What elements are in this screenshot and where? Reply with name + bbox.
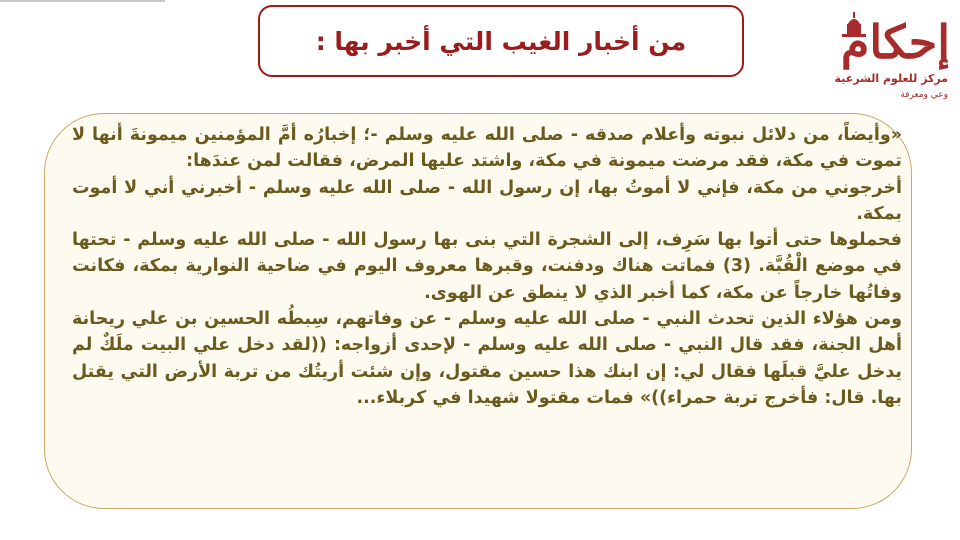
slide-title: من أخبار الغيب التي أخبر بها :	[315, 26, 687, 56]
logo-wordmark: إحكام	[840, 15, 950, 69]
top-divider-line	[0, 0, 165, 2]
logo-tagline: مركز للعلوم الشرعية	[834, 72, 948, 85]
logo-subtagline: وعي ومعرفة	[900, 90, 948, 100]
paragraph: «وأيضاً، من دلائل نبوته وأعلام صدقه - صلى الله عليه وسلم -؛ إخبارُه أمَّ المؤمنين ميمونةَ أنها لا تموت في مكة، فقد مرضت ميمونة في مكة، واشتد عليها المرض، فقالت لمن عندَها:	[72, 125, 902, 172]
paragraph: أخرجوني من مكة، فإني لا أموتُ بها، إن رسول الله - صلى الله عليه وسلم - أخبرني أني لا أموت بمكة.	[72, 177, 902, 224]
content-text	[72, 122, 902, 411]
logo	[836, 4, 954, 108]
title-banner	[258, 5, 744, 77]
paragraph: ومن هؤلاء الذين تحدث النبي - صلى الله عليه وسلم - عن وفاتهم، سِبطُه الحسين بن علي ريحانة أهل الجنة، فقد قال النبي - صلى الله عليه وسلم - لإحدى أزواجه: ((لقد دخل علي البيت ملَكٌ لم يدخل عليَّ قبلَها فقال لي: إن ابنك هذا حسين مقتول، وإن شئت أريتُك من تربة الأرض التي يقتل بها. قال: فأخرج تربة حمراء))» فمات مقتولا شهيدا في كربلاء...	[72, 309, 902, 408]
paragraph: فحملوها حتى أتوا بها سَرِف، إلى الشجرة التي بنى بها رسول الله - صلى الله عليه وسلم - تحتها في موضع الْقُبَّة. (3) فماتت هناك ودفنت، وقبرها معروف اليوم في ضاحية النوارية بمكة، فكانت وفاتُها خارجاً عن مكة، كما أخبر الذي لا ينطق عن الهوى.	[72, 230, 902, 303]
